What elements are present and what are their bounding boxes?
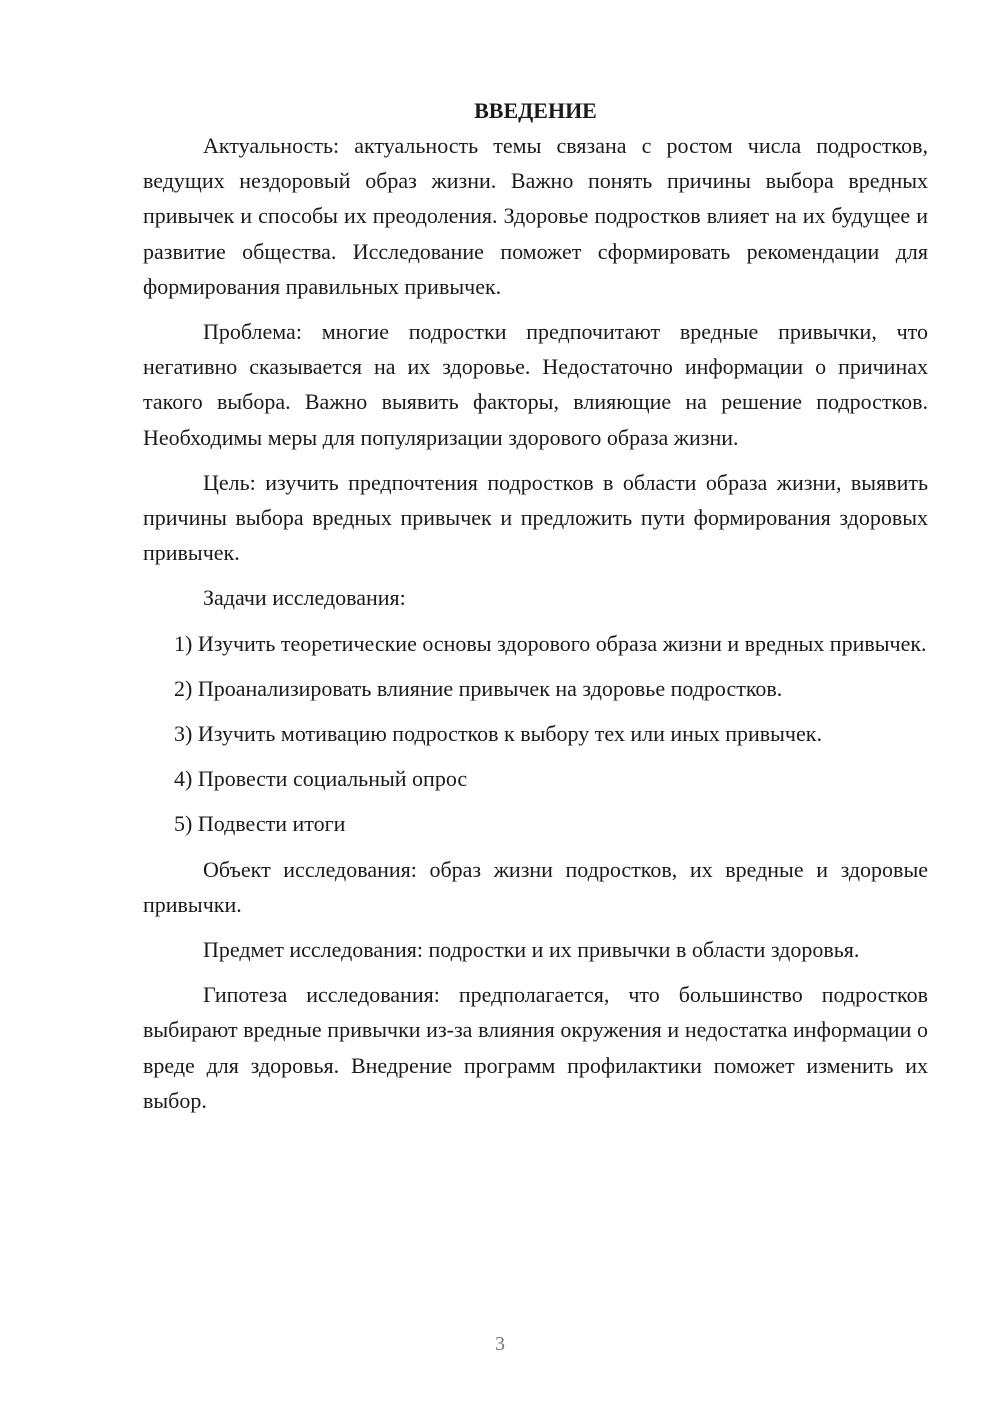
task-item: 3) Изучить мотивацию подростков к выбору тех или иных привычек. (174, 721, 822, 747)
tasks-label: Задачи исследования: (203, 585, 406, 611)
subject-paragraph: Предмет исследования: подростки и их привычки в области здоровья. (203, 937, 860, 963)
document-page (143, 93, 928, 1128)
document-title: ВВЕДЕНИЕ (474, 98, 597, 123)
hypothesis-paragraph: Гипотеза исследования: предполагается, что большинство подростков выбирают вредные привычки из-за влияния окружения и недостатка информации о вреде для здоровья. Внедрение программ профилактики поможет изменить их выбор. (143, 982, 928, 1113)
task-item: 5) Подвести итоги (174, 811, 346, 837)
problem-paragraph: Проблема: многие подростки предпочитают вредные привычки, что негативно сказывается на их здоровье. Недостаточно информации о причинах такого выбора. Важно выявить факторы, влияющие на решение подростков. Необходимы меры для популяризации здорового образа жизни. (143, 319, 928, 450)
task-item: 2) Проанализировать влияние привычек на здоровье подростков. (174, 675, 783, 701)
task-item: 1) Изучить теоретические основы здорового образа жизни и вредных привычек. (174, 630, 927, 656)
object-paragraph: Объект исследования: образ жизни подростков, их вредные и здоровые привычки. (143, 856, 928, 917)
page-number: 3 (495, 1333, 505, 1355)
goal-paragraph: Цель: изучить предпочтения подростков в области образа жизни, выявить причины выбора вредных привычек и предложить пути формирования здоровых привычек. (143, 469, 928, 566)
relevance-paragraph: Актуальность: актуальность темы связана с ростом числа подростков, ведущих нездоровый образ жизни. Важно понять причины выбора вредных привычек и способы их преодоления. Здоровье подростков влияет на их будущее и развитие общества. Исследование поможет сформировать рекомендации для формирования правильных привычек. (143, 133, 928, 299)
task-item: 4) Провести социальный опрос (174, 766, 468, 792)
